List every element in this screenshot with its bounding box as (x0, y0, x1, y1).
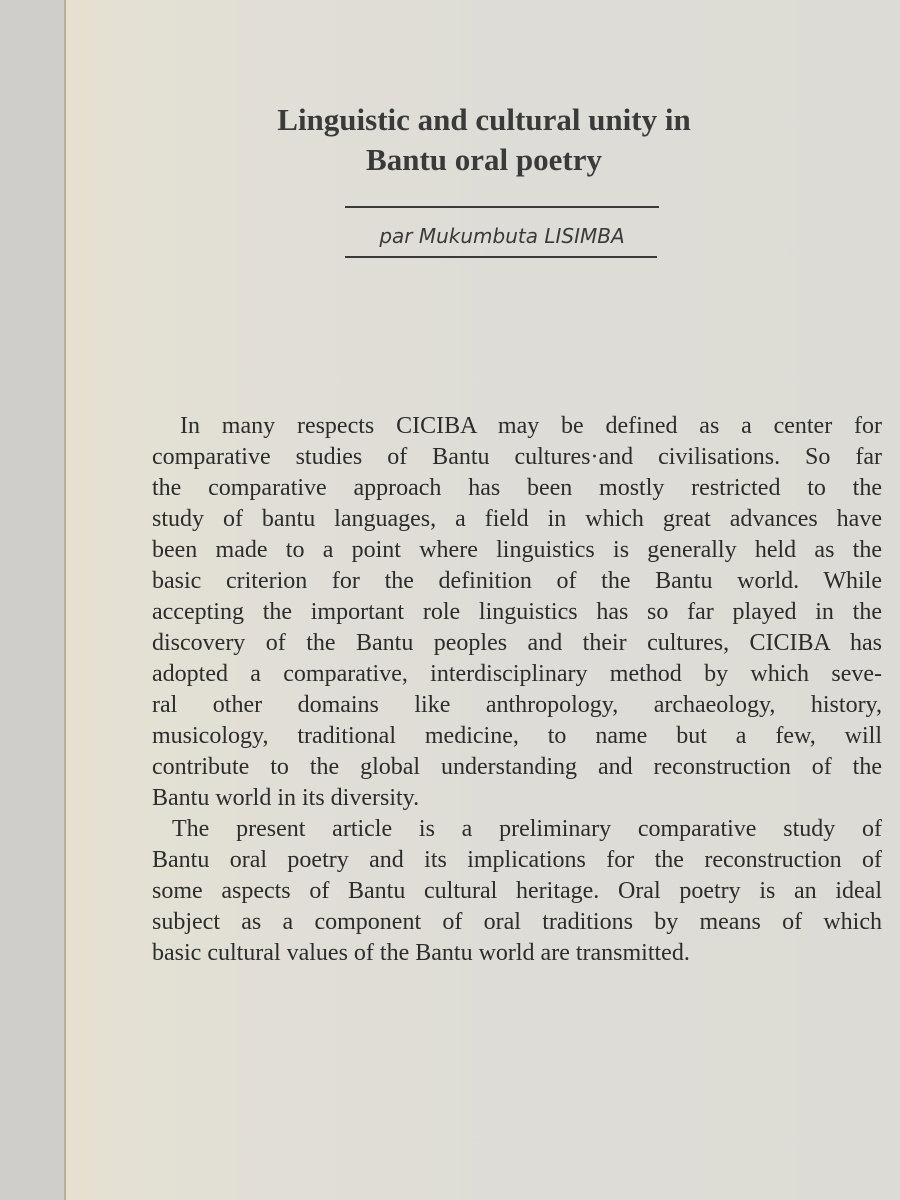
book-page (64, 0, 900, 1200)
text-line: Bantu oral poetry and its implications for the reconstruction of (152, 847, 882, 873)
byline: par Mukumbuta LISIMBA (379, 224, 625, 248)
text-line: study of bantu languages, a field in which great advances have (152, 506, 882, 532)
article-body (152, 411, 882, 969)
text-line: contribute to the global understanding and reconstruction of the (152, 754, 882, 780)
paragraph-2 (152, 814, 882, 969)
text-line: subject as a component of oral traditions by means of which (152, 909, 882, 935)
text-line: Bantu world in its diversity. (152, 785, 420, 811)
text-line: musicology, traditional medicine, to name but a few, will (152, 723, 882, 749)
text-line: ral other domains like anthropology, archaeology, history, (152, 692, 882, 718)
text-line: comparative studies of Bantu cultures·and civilisations. So far (152, 444, 882, 470)
top-rule (345, 206, 659, 208)
title-line: Bantu oral poetry (366, 142, 602, 177)
text-line: The present article is a preliminary comparative study of (172, 816, 882, 842)
text-line: some aspects of Bantu cultural heritage. Oral poetry is an ideal (152, 878, 882, 904)
text-line: accepting the important role linguistics has so far played in the (152, 599, 882, 625)
bottom-rule (345, 256, 657, 258)
text-line: basic cultural values of the Bantu world are transmitted. (152, 940, 690, 966)
text-line: basic criterion for the definition of the Bantu world. While (152, 568, 882, 594)
paragraph-1 (152, 411, 882, 814)
text-line: adopted a comparative, interdisciplinary method by which seve- (152, 661, 882, 687)
text-line: In many respects CICIBA may be defined as a center for (180, 413, 882, 439)
title-line: Linguistic and cultural unity in (277, 102, 691, 137)
text-line: been made to a point where linguistics is generally held as the (152, 537, 882, 563)
article-title (66, 100, 900, 180)
text-line: discovery of the Bantu peoples and their cultures, CICIBA has (152, 630, 882, 656)
text-line: the comparative approach has been mostly restricted to the (152, 475, 882, 501)
